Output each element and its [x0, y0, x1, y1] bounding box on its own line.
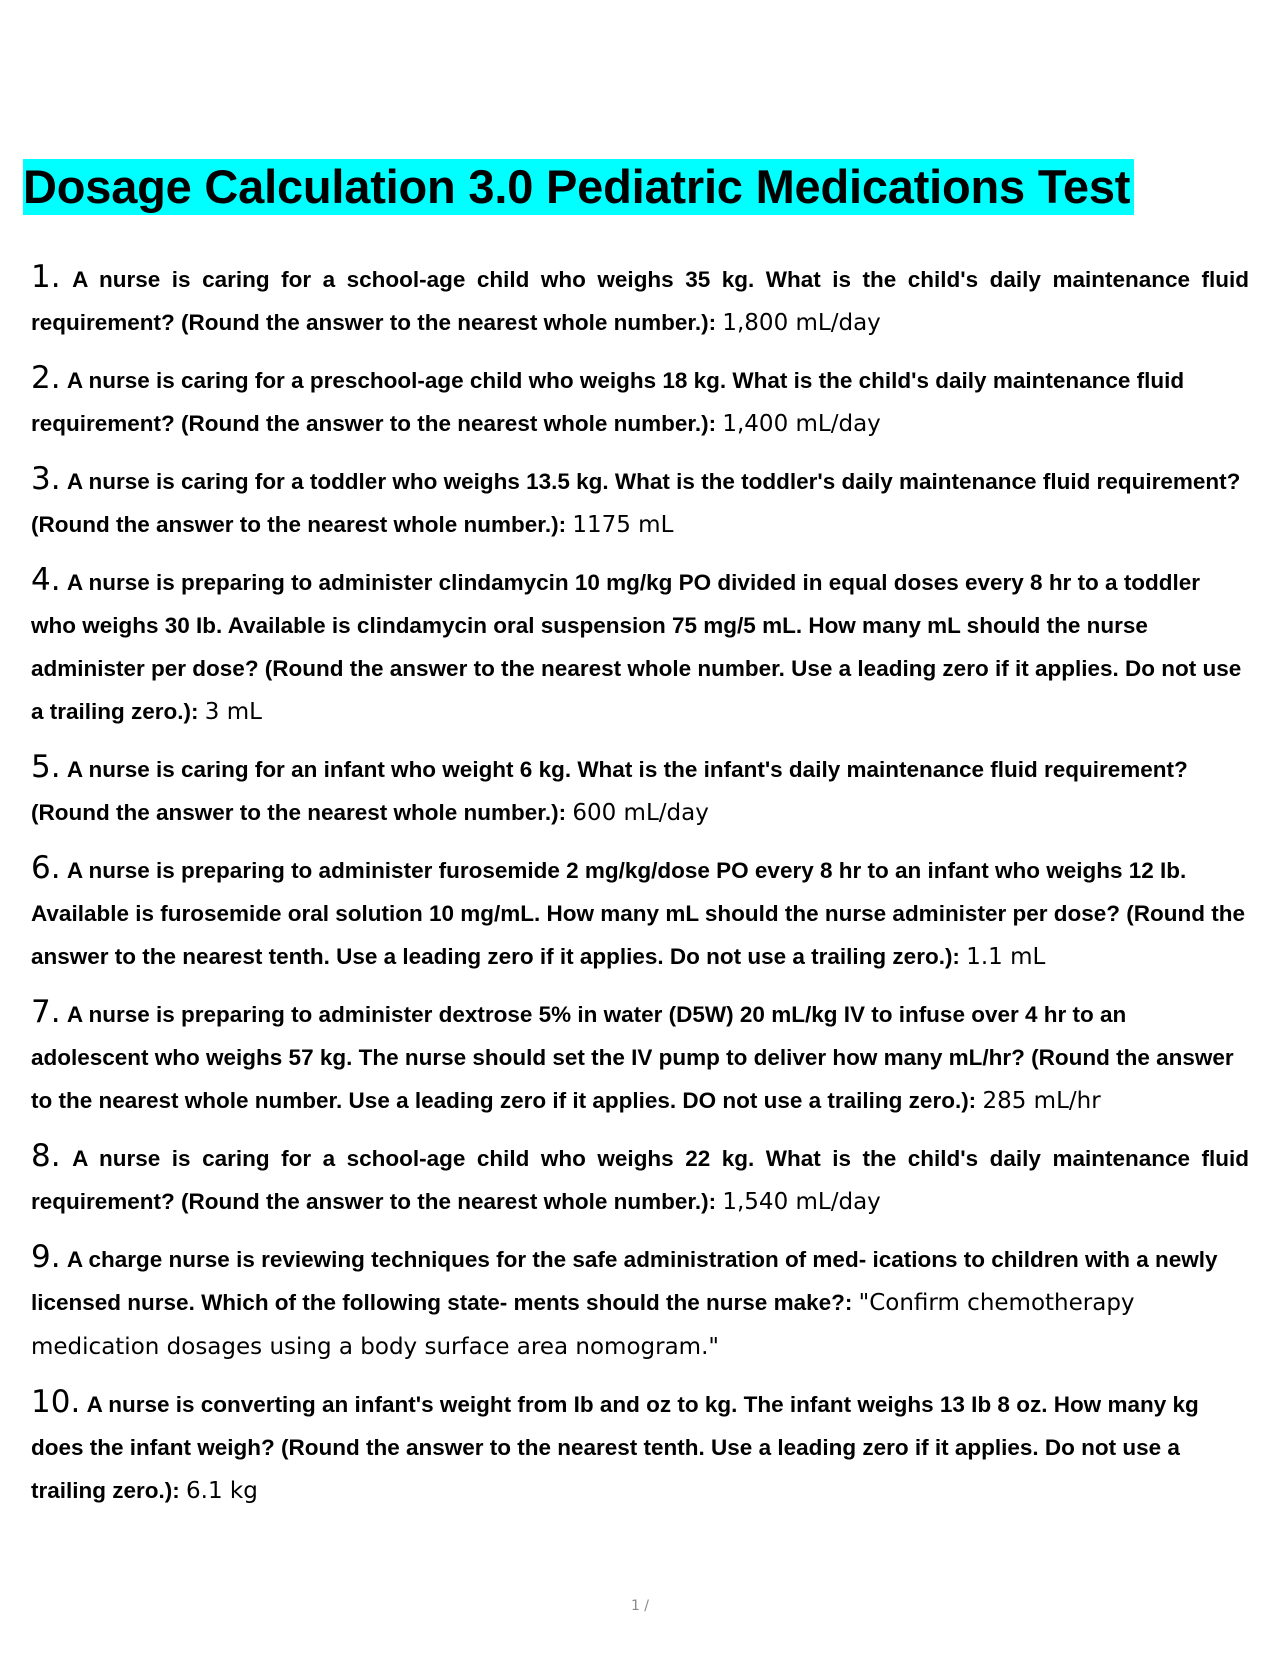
question-text: A nurse is preparing to administer dextrose 5% in water (D5W) 20 mL/kg IV to infuse over 4 hr to an adolescent who weighs 57 kg. The nurse should set the IV pump to deliver how many mL/hr? (Round the answer to the nearest whole number. Use a leading zero if it applies. DO not use a trailing zero.):	[31, 1002, 1234, 1113]
page-indicator: 1 /	[630, 1598, 650, 1614]
question-list	[31, 256, 1249, 1525]
question-number: 7.	[31, 994, 61, 1030]
question-text: A nurse is caring for a preschool-age child who weighs 18 kg. What is the child's daily maintenance fluid requirement? (Round the answer to the nearest whole number.):	[31, 368, 1185, 436]
question-answer: 285 mL/hr	[982, 1088, 1101, 1114]
question-text: A nurse is caring for a toddler who weighs 13.5 kg. What is the toddler's daily maintenance fluid requirement? (Round the answer to the nearest whole number.):	[31, 469, 1241, 537]
question-number: 3.	[31, 461, 61, 497]
question-number: 5.	[31, 749, 61, 785]
question-number: 4.	[31, 562, 61, 598]
question-item	[31, 559, 1249, 734]
question-answer: 6.1 kg	[186, 1478, 258, 1504]
page-title: Dosage Calculation 3.0 Pediatric Medications Test	[23, 159, 1134, 215]
question-item	[31, 847, 1249, 979]
question-text: A nurse is caring for an infant who weight 6 kg. What is the infant's daily maintenance fluid requirement? (Round the answer to the nearest whole number.):	[31, 757, 1188, 825]
question-number: 6.	[31, 850, 61, 886]
question-text: A nurse is converting an infant's weight from Ib and oz to kg. The infant weighs 13 Ib 8 oz. How many kg does the infant weigh? (Round the answer to the nearest tenth. Use a leading zero if it applies. Do not use a trailing zero.):	[31, 1392, 1199, 1503]
question-answer: 3 mL	[204, 699, 262, 725]
question-text: A nurse is caring for a school-age child who weighs 22 kg. What is the child's daily maintenance fluid requirement? (Round the answer to the nearest whole number.):	[31, 1146, 1249, 1214]
question-item	[31, 1381, 1249, 1513]
question-text: A charge nurse is reviewing techniques for the safe administration of med- ications to children with a newly licensed nurse. Which of the following state- ments should the nurse make?:	[31, 1247, 1218, 1315]
question-answer: 600 mL/day	[572, 800, 709, 826]
question-item	[31, 458, 1249, 547]
question-text: A nurse is preparing to administer clindamycin 10 mg/kg PO divided in equal doses every 8 hr to a toddler who weighs 30 Ib. Available is clindamycin oral suspension 75 mg/5 mL. How many mL should the nurse administer per dose? (Round the answer to the nearest whole number. Use a leading zero if it applies. Do not use a trailing zero.):	[31, 570, 1242, 724]
question-answer: 1175 mL	[572, 512, 674, 538]
question-item	[31, 1135, 1249, 1224]
question-item	[31, 991, 1249, 1123]
question-item	[31, 1236, 1249, 1369]
question-number: 9.	[31, 1239, 61, 1275]
question-number: 8.	[31, 1138, 61, 1174]
question-item	[31, 256, 1249, 345]
question-text: A nurse is caring for a school-age child who weighs 35 kg. What is the child's daily maintenance fluid requirement? (Round the answer to the nearest whole number.):	[31, 267, 1249, 335]
question-answer: "Confirm chemotherapy medication dosages using a body surface area nomogram."	[31, 1290, 1135, 1360]
question-answer: 1.1 mL	[966, 944, 1046, 970]
question-answer: 1,540 mL/day	[722, 1189, 881, 1215]
question-answer: 1,800 mL/day	[722, 310, 881, 336]
question-item	[31, 746, 1249, 835]
question-text: A nurse is preparing to administer furosemide 2 mg/kg/dose PO every 8 hr to an infant who weighs 12 Ib. Available is furosemide oral solution 10 mg/mL. How many mL should the nurse administer per dose? (Round the answer to the nearest tenth. Use a leading zero if it applies. Do not use a trailing zero.):	[31, 858, 1245, 969]
question-answer: 1,400 mL/day	[722, 411, 881, 437]
question-number: 10.	[31, 1384, 81, 1420]
question-number: 2.	[31, 360, 61, 396]
question-number: 1.	[31, 259, 61, 295]
question-item	[31, 357, 1249, 446]
